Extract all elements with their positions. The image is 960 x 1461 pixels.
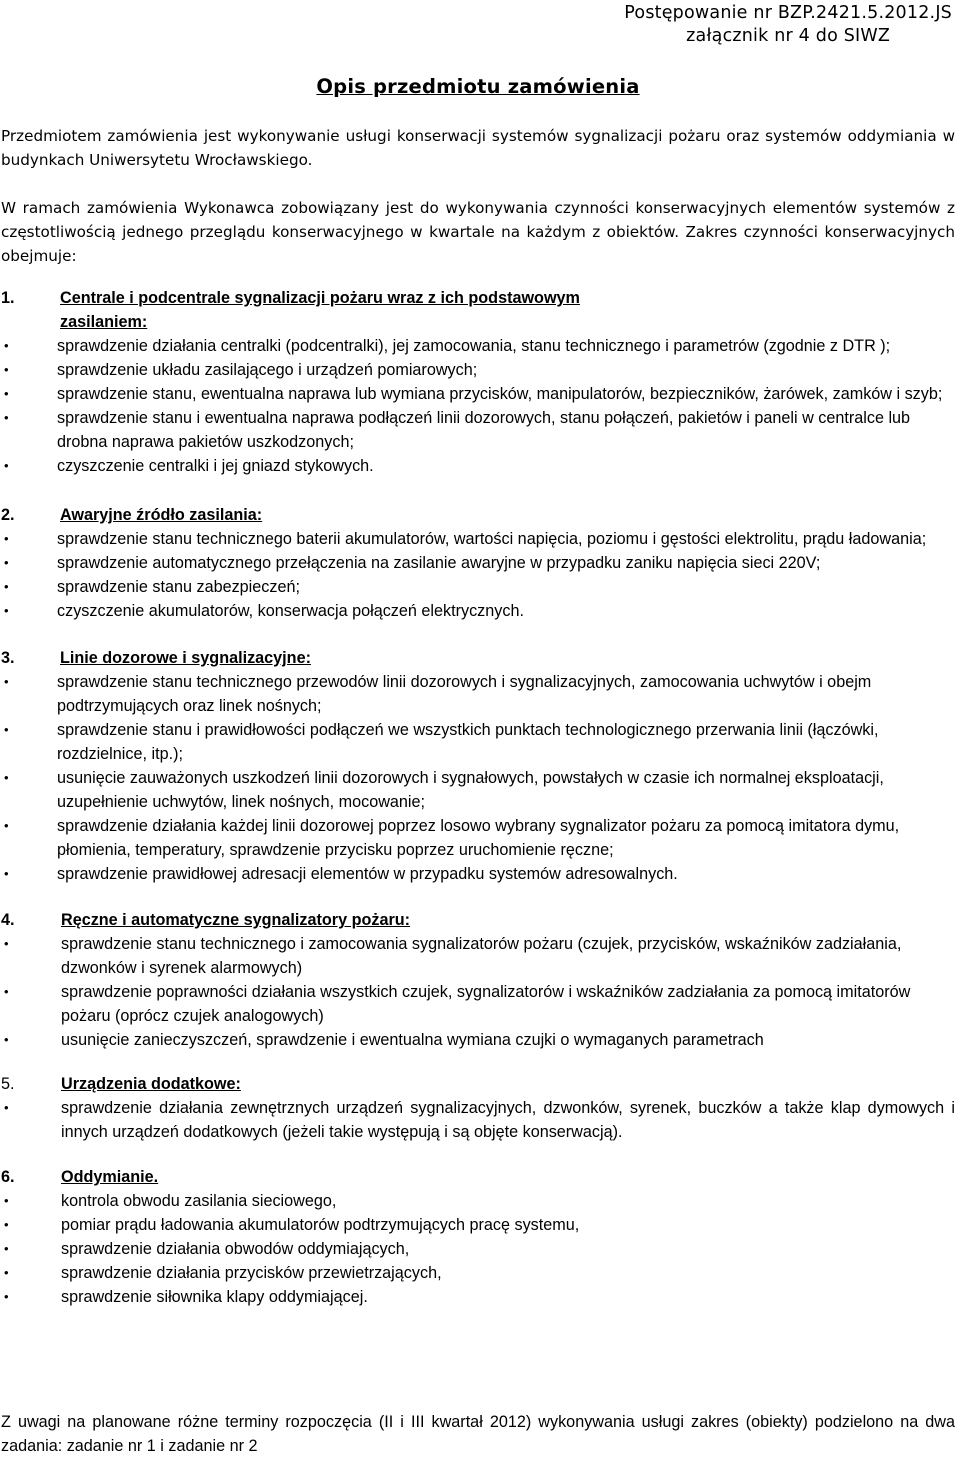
bullet-icon: • — [4, 1265, 9, 1280]
list-item — [1, 1189, 955, 1213]
section-1 — [1, 286, 955, 478]
list-item-text: pomiar prądu ładowania akumulatorów podtrzymujących pracę systemu, — [61, 1216, 580, 1234]
list-item-text: usunięcie zanieczyszczeń, sprawdzenie i ewentualna wymiana czujki o wymaganych parametrach — [61, 1031, 764, 1049]
list-item-text: sprawdzenie działania każdej linii dozorowej poprzez losowo wybrany sygnalizator pożaru za pomocą imitatora dymu, płomienia, temperatury, sprawdzenie przycisku poprzez uruchomienie ręczne; — [57, 817, 900, 859]
bullet-icon: • — [4, 579, 9, 594]
section-3 — [1, 646, 955, 886]
section-number: 6. — [1, 1168, 15, 1186]
list-item-text: sprawdzenie stanu technicznego i zamocowania sygnalizatorów pożaru (czujek, przycisków, wskaźników zadziałania, dzwonków i syrenek alarmowych) — [61, 935, 902, 977]
section-items — [1, 334, 955, 478]
list-item — [1, 1028, 955, 1052]
section-title: Oddymianie. — [61, 1168, 159, 1186]
list-item-text: sprawdzenie poprawności działania wszystkich czujek, sygnalizatorów i wskaźników zadziałania za pomocą imitatorów pożaru (oprócz czujek analogowych) — [61, 983, 911, 1025]
bullet-icon: • — [4, 674, 9, 689]
list-item-text: sprawdzenie siłownika klapy oddymiającej. — [61, 1288, 368, 1306]
closing-paragraph: Z uwagi na planowane różne terminy rozpoczęcia (II i III kwartał 2012) wykonywania usługi zakres (obiekty) podzielono na dwa zadania: zadanie nr 1 i zadanie nr 2 — [1, 1413, 955, 1455]
section-heading — [1, 286, 955, 310]
section-title: Awaryjne źródło zasilania: — [60, 506, 263, 524]
list-item — [1, 862, 955, 886]
list-item — [1, 1096, 955, 1144]
list-item — [1, 406, 955, 454]
section-4 — [1, 908, 955, 1052]
procedure-number: Postępowanie nr BZP.2421.5.2012.JS — [624, 3, 952, 23]
bullet-icon: • — [4, 936, 9, 951]
list-item-text: sprawdzenie stanu zabezpieczeń; — [57, 578, 300, 596]
bullet-icon: • — [4, 386, 9, 401]
section-title: Ręczne i automatyczne sygnalizatory pożaru: — [61, 911, 411, 929]
section-title: Urządzenia dodatkowe: — [61, 1075, 241, 1093]
section-number: 2. — [1, 506, 15, 524]
document-title: Opis przedmiotu zamówienia — [316, 75, 640, 98]
bullet-icon: • — [4, 362, 9, 377]
bullet-icon: • — [4, 338, 9, 353]
bullet-icon: • — [4, 818, 9, 833]
list-item-text: sprawdzenie stanu i prawidłowości podłączeń we wszystkich punktach technologicznego przerwania linii (łączówki, rozdzielnice, itp.); — [57, 721, 879, 763]
attachment-label: załącznik nr 4 do SIWZ — [686, 26, 891, 46]
section-heading — [1, 646, 955, 670]
bullet-icon: • — [4, 770, 9, 785]
section-6 — [1, 1165, 955, 1309]
bullet-icon: • — [4, 1241, 9, 1256]
bullet-icon: • — [4, 1217, 9, 1232]
list-item — [1, 358, 955, 382]
list-item — [1, 766, 955, 814]
bullet-icon: • — [4, 722, 9, 737]
bullet-icon: • — [4, 1100, 9, 1115]
list-item — [1, 382, 955, 406]
document-body — [1, 124, 955, 1309]
section-heading — [1, 908, 955, 932]
bullet-icon: • — [4, 984, 9, 999]
bullet-icon: • — [4, 555, 9, 570]
intro-paragraph-1: Przedmiotem zamówienia jest wykonywanie usługi konserwacji systemów sygnalizacji pożaru oraz systemów oddymiania w budynkach Uniwersytetu Wrocławskiego. — [1, 127, 955, 169]
bullet-icon: • — [4, 458, 9, 473]
list-item — [1, 575, 955, 599]
list-item — [1, 1237, 955, 1261]
list-item-text: czyszczenie akumulatorów, konserwacja połączeń elektrycznych. — [57, 602, 524, 620]
document-header — [624, 2, 952, 48]
list-item — [1, 334, 955, 358]
list-item — [1, 1213, 955, 1237]
list-item-text: sprawdzenie układu zasilającego i urządzeń pomiarowych; — [57, 361, 478, 379]
section-5 — [1, 1072, 955, 1144]
list-item-text: sprawdzenie działania obwodów oddymiających, — [61, 1240, 410, 1258]
section-number: 1. — [1, 289, 15, 307]
bullet-icon: • — [4, 866, 9, 881]
intro-paragraph-2: W ramach zamówienia Wykonawca zobowiązany jest do wykonywania czynności konserwacyjnych elementów systemów z częstotliwością jednego przeglądu konserwacyjnego w kwartale na każdym z obiektów. Zakres czynności konserwacyjnych obejmuje: — [1, 199, 955, 265]
list-item — [1, 551, 955, 575]
section-title: Linie dozorowe i sygnalizacyjne: — [60, 649, 311, 667]
list-item — [1, 599, 955, 623]
list-item — [1, 527, 955, 551]
list-item — [1, 718, 955, 766]
bullet-icon: • — [4, 1289, 9, 1304]
list-item-text: czyszczenie centralki i jej gniazd stykowych. — [57, 457, 374, 475]
section-heading — [1, 1072, 955, 1096]
list-item-text: usunięcie zauważonych uszkodzeń linii dozorowych i sygnałowych, powstałych w czasie ich normalnej eksploatacji, uzupełnienie uchwytów, linek nośnych, mocowanie; — [57, 769, 884, 811]
bullet-icon: • — [4, 1032, 9, 1047]
list-item — [1, 814, 955, 862]
section-items — [1, 932, 955, 1052]
list-item — [1, 1261, 955, 1285]
list-item — [1, 454, 955, 478]
section-2 — [1, 503, 955, 623]
section-items — [1, 527, 955, 623]
list-item-text: sprawdzenie działania zewnętrznych urządzeń sygnalizacyjnych, dzwonków, syrenek, buczków a także klap dymowych i innych urządzeń dodatkowych (jeżeli takie występują i są objęte konserwacją). — [61, 1099, 955, 1141]
list-item-text: sprawdzenie stanu technicznego baterii akumulatorów, wartości napięcia, poziomu i gęstości elektrolitu, prądu ładowania; — [57, 530, 927, 548]
list-item — [1, 932, 955, 980]
list-item-text: sprawdzenie stanu, ewentualna naprawa lub wymiana przycisków, manipulatorów, bezpieczników, żarówek, zamków i szyb; — [57, 385, 943, 403]
list-item-text: sprawdzenie działania centralki (podcentralki), jej zamocowania, stanu technicznego i parametrów (zgodnie z DTR ); — [57, 337, 891, 355]
list-item — [1, 1285, 955, 1309]
list-item-text: sprawdzenie automatycznego przełączenia na zasilanie awaryjne w przypadku zaniku napięcia sieci 220V; — [57, 554, 821, 572]
section-title-continuation: zasilaniem: — [60, 313, 148, 331]
section-title: Centrale i podcentrale sygnalizacji pożaru wraz z ich podstawowym — [60, 289, 580, 307]
section-items — [1, 1189, 955, 1309]
bullet-icon: • — [4, 603, 9, 618]
bullet-icon: • — [4, 531, 9, 546]
section-items — [1, 670, 955, 886]
list-item — [1, 670, 955, 718]
section-heading — [1, 503, 955, 527]
list-item-text: kontrola obwodu zasilania sieciowego, — [61, 1192, 337, 1210]
list-item-text: sprawdzenie stanu technicznego przewodów linii dozorowych i sygnalizacyjnych, zamocowania uchwytów i obejm podtrzymujących oraz linek nośnych; — [57, 673, 872, 715]
bullet-icon: • — [4, 1193, 9, 1208]
list-item — [1, 980, 955, 1028]
section-number: 3. — [1, 649, 15, 667]
bullet-icon: • — [4, 410, 9, 425]
section-number: 5. — [1, 1075, 15, 1093]
section-number: 4. — [1, 911, 15, 929]
section-items — [1, 1096, 955, 1144]
list-item-text: sprawdzenie stanu i ewentualna naprawa podłączeń linii dozorowych, stanu połączeń, pakietów i paneli w centralce lub drobna naprawa pakietów uszkodzonych; — [57, 409, 911, 451]
list-item-text: sprawdzenie działania przycisków przewietrzających, — [61, 1264, 442, 1282]
list-item-text: sprawdzenie prawidłowej adresacji elementów w przypadku systemów adresowalnych. — [57, 865, 678, 883]
section-heading — [1, 1165, 955, 1189]
